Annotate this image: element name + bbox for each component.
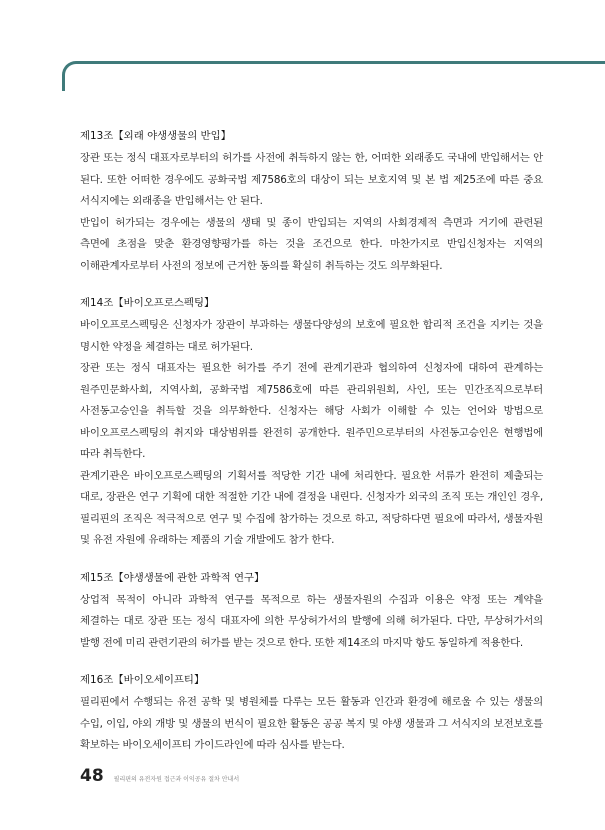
article-title: 제15조【야생생물에 관한 과학적 연구】	[80, 571, 265, 584]
article-15	[80, 567, 543, 655]
article-title: 제14조【바이오프로스펙팅】	[80, 297, 215, 309]
article-14	[80, 292, 543, 552]
article-13	[80, 125, 543, 277]
article-paragraph: 관계기관은 바이오프로스펙팅의 기획서를 적당한 기간 내에 처리한다. 필요한 서류가 완전히 제출되는 대로, 장관은 연구 기획에 대한 적절한 기간 내에 결정을 내린다. 신청자가 외국의 조직 또는 개인인 경우, 필리핀의 조직은 적극적으로 연구 및 수집에 참가하는 것으로 하고, 적당하다면 필요에 따라서, 생물자원 및 유전 자원에 유래하는 제품의 기술 개발에도 참가 한다.	[80, 469, 543, 546]
article-paragraph: 상업적 목적이 아니라 과학적 연구를 목적으로 하는 생물자원의 수집과 이용은 약정 또는 계약을 체결하는 대로 장관 또는 정식 대표자에 의한 무상허가서의 발행에 의해 허가된다. 다만, 무상허가서의 발행 전에 미리 관련기관의 허가를 받는 것으로 한다. 또한 제14조의 마지막 항도 동일하게 적용한다.	[80, 593, 543, 649]
article-paragraph: 바이오프로스펙팅은 신청자가 장관이 부과하는 생물다양성의 보호에 필요한 합리적 조건을 지키는 것을 명시한 약정을 체결하는 대로 허가된다.	[80, 319, 543, 353]
article-16	[80, 669, 543, 757]
page-number: 48	[80, 766, 104, 786]
article-paragraph: 장관 또는 정식 대표자는 필요한 허가를 주기 전에 관계기관과 협의하여 신청자에 대하여 관계하는 원주민문화사회, 지역사회, 공화국법 제7586호에 따른 관리위원회, 사인, 또는 민간조직으로부터 사전동고승인을 취득할 것을 의무화한다. 신청자는 해당 사회가 이해할 수 있는 언어와 방법으로 바이오프로스펙팅의 취지와 대상범위를 완전히 공개한다. 원주민으로부터의 사전동고승인은 현행법에 따라 취득한다.	[80, 362, 543, 460]
article-paragraph: 장관 또는 정식 대표자로부터의 허가를 사전에 취득하지 않는 한, 어떠한 외래종도 국내에 반입해서는 안 된다. 또한 어떠한 경우에도 공화국법 제7586호의 대상이 되는 보호지역 및 본 법 제25조에 따른 중요 서식지에는 외래종을 반입해서는 안 된다.	[80, 152, 543, 207]
page-content	[80, 125, 543, 772]
running-title: 필리핀의 유전자원 접근과 이익공유 절차 안내서	[113, 776, 240, 783]
article-paragraph: 필리핀에서 수행되는 유전 공학 및 병원체를 다루는 모든 활동과 인간과 환경에 해로울 수 있는 생물의 수입, 이입, 야외 개방 및 생물의 번식이 필요한 활동은 공공 복지 및 야생 생물과 그 서식지의 보전보호를 확보하는 바이오세이프티 가이드라인에 따라 심사를 받는다.	[80, 696, 543, 751]
corner-frame-decoration	[62, 61, 605, 91]
article-paragraph: 반입이 허가되는 경우에는 생물의 생태 및 종이 반입되는 지역의 사회경제적 측면과 거기에 관련된 측면에 초점을 맞춘 환경영향평가를 하는 것을 조건으로 한다. 마찬가지로 반입신청자는 지역의 이해관계자로부터 사전의 정보에 근거한 동의를 확실히 취득하는 것도 의무화된다.	[80, 216, 543, 272]
page-footer	[80, 766, 239, 786]
article-title: 제16조【바이오세이프티】	[80, 674, 205, 686]
article-title: 제13조【외래 야생생물의 반입】	[80, 130, 232, 142]
